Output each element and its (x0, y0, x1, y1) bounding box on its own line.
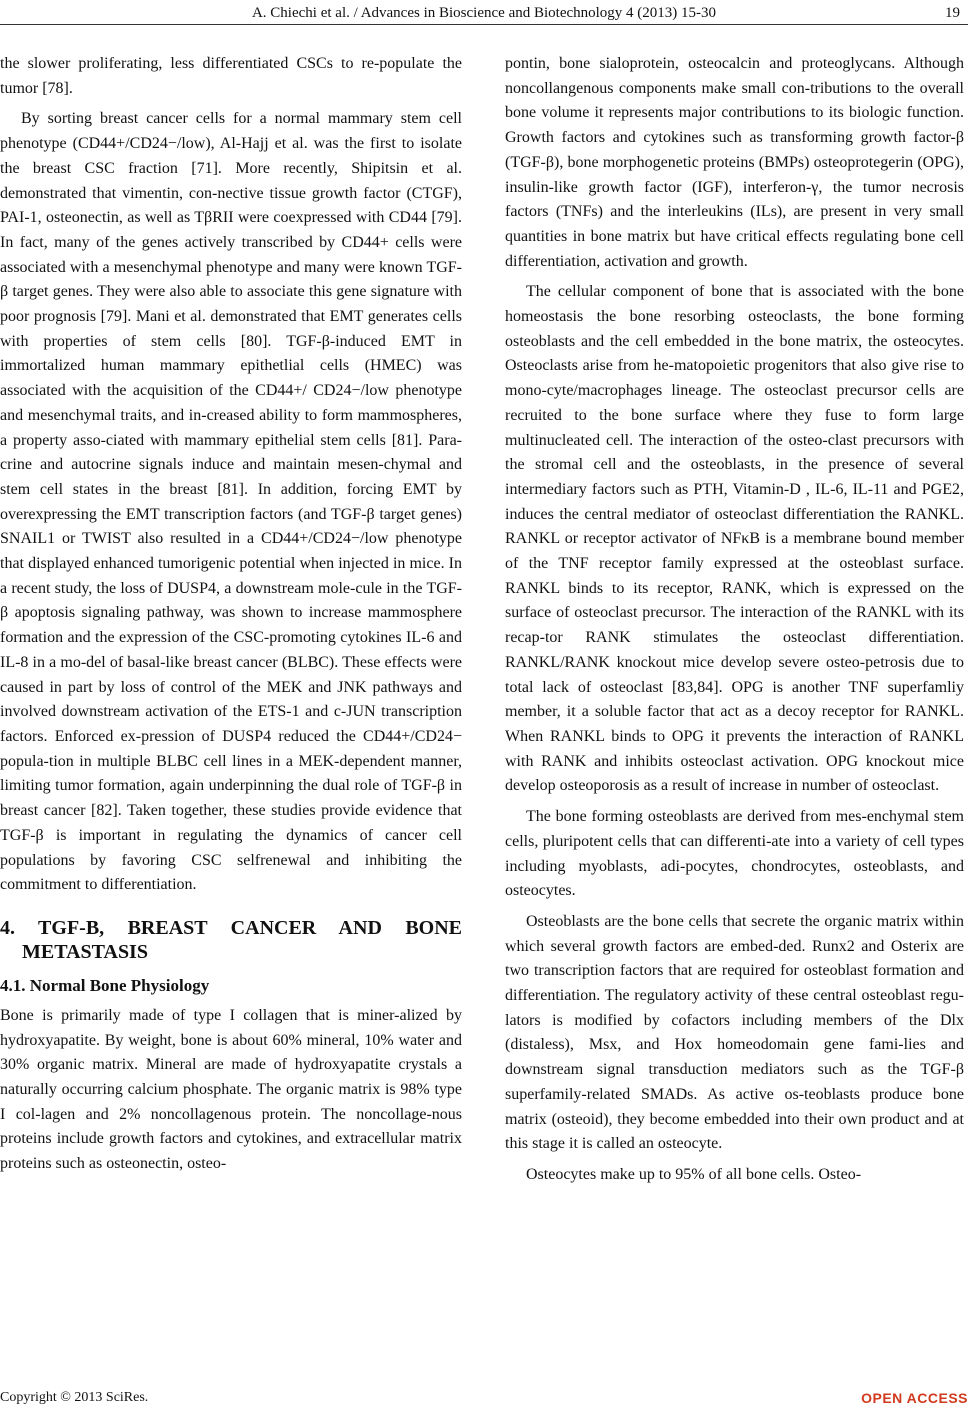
page-header (0, 0, 968, 28)
paragraph: the slower proliferating, less differentiated CSCs to re-populate the tumor [78]. (0, 55, 462, 97)
paragraph: Osteoblasts are the bone cells that secrete the organic matrix within which several growth factors are embed-ded. Runx2 and Osterix are two transcription factors that are required for osteoblast formation and differentiation. The regulatory activity of these central osteoblast regu-lators is modified by cofactors including members of the Dlx (distaless), Msx, and Hox homeodomain gene fami-lies and downstream signal transduction mediators such as the TGF-β superfamily-related SMADs. As active os-teoblasts produce bone matrix (osteoid), they become embedded into their own product and at this stage it is called an osteocyte. (505, 912, 964, 1153)
copyright-notice: Copyright © 2013 SciRes. (0, 1390, 149, 1405)
left-column (0, 52, 462, 1177)
paragraph: Osteocytes make up to 95% of all bone cells. Osteo- (526, 1165, 862, 1183)
paragraph: Bone is primarily made of type I collagen that is miner-alized by hydroxyapatite. By weight, bone is about 60% mineral, 10% water and 30% organic matrix. Mineral are made of hydroxyapatite crystals a naturally occurring calcium phosphate. The organic matrix is 98% type I col-lagen and 2% noncollagenous protein. The noncollage-nous proteins include growth factors and cytokines, and extracellular matrix proteins such as osteonectin, osteo- (0, 1006, 462, 1173)
running-title: A. Chiechi et al. / Advances in Bioscience and Biotechnology 4 (2013) 15-30 (251, 5, 717, 21)
paragraph: The cellular component of bone that is associated with the bone homeostasis the bone resorbing osteoclasts, the bone forming osteoblasts and the cell embedded in the bone matrix, the osteocytes. Osteoclasts arise from he-matopoietic progenitors that also give rise to mono-cyte/macrophages lineage. The osteoclast precursor cells are recruited to the bone surface where they fuse to form large multinucleated cell. The interaction of the osteo-clast precursors with the stromal cell and the osteoblasts, in the presence of several intermediary factors such as PTH, Vitamin-D , IL-6, IL-11 and PGE2, induces the central mediator of osteoclast differentiation the RANKL. RANKL or receptor activator of NFκB is a membrane bound member of the TNF receptor family expressed at the osteoblast surface. RANKL binds to its receptor, RANK, which is expressed on the surface of osteoclast precursor. The interaction of the RANKL with its recap-tor RANK stimulates the osteoclast differentiation. RANKL/RANK knockout mice develop severe osteo-petrosis due to total lack of osteoclast [83,84]. OPG is another TNF superfamliy member, it a soluble factor that act as a decoy receptor for RANKL. When RANKL binds to OPG it prevents the interaction of RANKL with RANK and inhibits osteoclast activation. OPG knockout mice develop osteoporosis as a result of increase in number of osteoclast. (505, 283, 964, 795)
paragraph: pontin, bone sialoprotein, osteocalcin and proteoglycans. Although noncollangenous components make small con-tributions to the overall bone volume it represents major contributions to its biologic function. Growth factors and cytokines such as transforming growth factor-β (TGF-β), bone morphogenetic proteins (BMPs) osteoprotegerin (OPG), insulin-like growth factor (IGF), interferon-γ, the tumor necrosis factors (TNFs) and the interleukins (ILs), are present in very small quantities in bone matrix but have critical effects regulating bone cell differentiation, activation and growth. (505, 55, 964, 270)
header-rule (0, 24, 968, 25)
paragraph: By sorting breast cancer cells for a normal mammary stem cell phenotype (CD44+/CD24−/low), Al-Hajj et al. was the first to isolate the breast CSC fraction [71]. More recently, Shipitsin et al. demonstrated that vimentin, con-nective tissue growth factor (CTGF), PAI-1, osteonectin, as well as TβRII were coexpressed with CD44 [79]. In fact, many of the genes actively transcribed by CD44+ cells were associated with a mesenchymal phenotype and many were known TGF-β target genes. They were also able to associate this gene signature with poor prognosis [79]. Mani et al. demonstrated that EMT generates cells with properties of stem cells [80]. TGF-β-induced EMT in immortalized human mammary epithetlial cells (HMEC) was associated with the acquisition of the CD44+/ CD24−/low phenotype and mesenchymal traits, and in-creased ability to form mammospheres, a property asso-ciated with mammary epithelial stem cells [81]. Para-crine and autocrine signals induce and maintain mesen-chymal and stem cell states in the breast [81]. In addition, forcing EMT by overexpressing the EMT transcription factors (and TGF-β target genes) SNAIL1 or TWIST also resulted in a CD44+/CD24−/low phenotype that displayed enhanced tumorigenic potential when injected in mice. In a recent study, the loss of DUSP4, a downstream mole-cule in the TGF-β apoptosis signaling pathway, was shown to increase mammosphere formation and the expression of the CSC-promoting cytokines IL-6 and IL-8 in a mo-del of basal-like breast cancer (BLBC). These effects were caused in part by loss of control of the MEK and JNK pathways and involved downstream activation of the ETS-1 and c-JUN transcription factors. Enforced ex-pression of DUSP4 reduced the CD44+/CD24− popula-tion in multiple BLBC cell lines in a MEK-dependent manner, limiting tumor formation, again underpinning the dual role of TGF-β in breast cancer [82]. Taken together, these studies provide evidence that TGF-β is important in regulating the dynamics of cancer cell populations by favoring CSC selfrenewal and inhibiting the commitment to differentiation. (0, 110, 462, 894)
paragraph: The bone forming osteoblasts are derived from mes-enchymal stem cells, pluripotent cells that can differenti-ate into a variety of cell types including myoblasts, adi-pocytes, chondrocytes, osteoblasts, and osteocytes. (505, 808, 964, 900)
subsection-heading: 4.1. Normal Bone Physiology (0, 975, 210, 995)
section-heading: 4. TGF-Β, BREAST CANCER AND BONE METASTASIS (0, 916, 462, 963)
page-number: 19 (945, 5, 960, 21)
open-access-label: OPEN ACCESS (861, 1390, 968, 1406)
right-column (505, 52, 964, 1188)
